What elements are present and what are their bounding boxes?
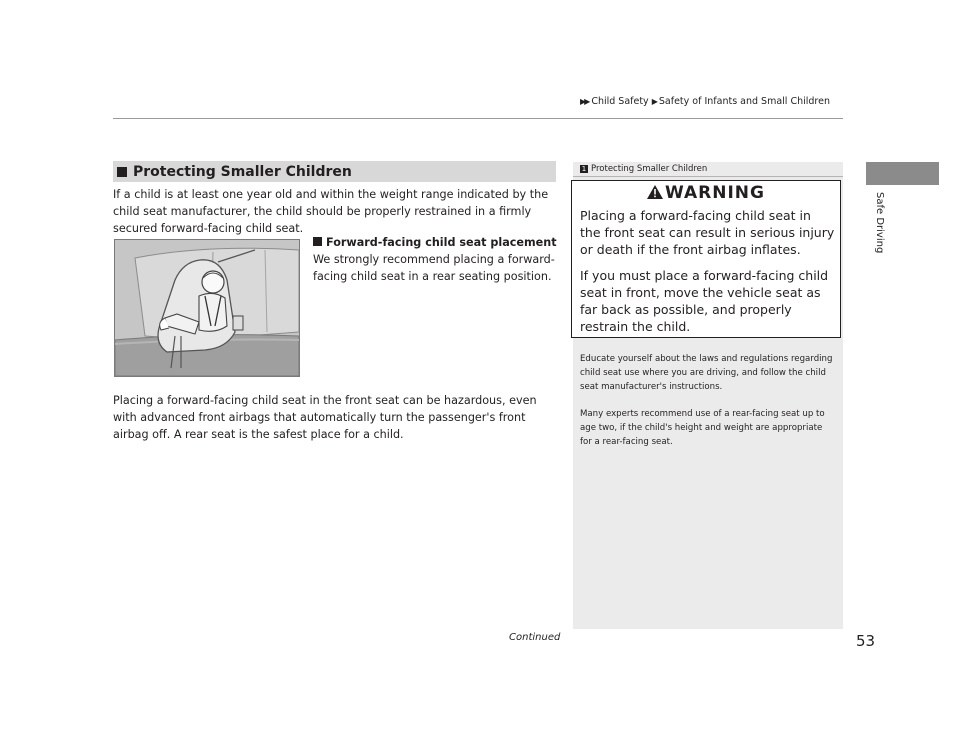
subheading <box>313 236 557 249</box>
warning-title <box>571 183 841 204</box>
header-rule <box>113 118 843 119</box>
child-seat-illustration <box>114 239 300 377</box>
chapter-tab-label: Safe Driving <box>874 192 885 254</box>
double-arrow-icon: ▶▶ <box>580 97 589 106</box>
placement-paragraph: We strongly recommend placing a forward-facing child seat in a rear seating position. <box>313 253 555 283</box>
subheading-text: Forward-facing child seat placement <box>326 236 557 249</box>
chapter-tab <box>866 162 939 185</box>
front-seat-paragraph: Placing a forward-facing child seat in the front seat can be hazardous, even with advanced front airbags that automatically turn the passenger's front airbag off. A rear seat is the safest place for a child. <box>113 394 537 441</box>
continued-label: Continued <box>509 632 561 643</box>
arrow-icon: ▶ <box>651 97 656 106</box>
breadcrumb <box>580 96 830 107</box>
note-heading <box>580 164 707 174</box>
warning-title-text: WARNING <box>665 183 765 203</box>
section-title: Protecting Smaller Children <box>133 163 352 180</box>
note-paragraph-2: Many experts recommend use of a rear-facing seat up to age two, if the child's height and weight are appropriate for a rear-facing seat. <box>580 409 825 447</box>
note-number-icon: 1 <box>581 165 587 173</box>
warning-triangle-icon <box>647 184 663 204</box>
section-heading <box>113 161 556 182</box>
breadcrumb-item-safety-of-infants[interactable]: Safety of Infants and Small Children <box>658 96 830 107</box>
warning-text-2: If you must place a forward-facing child seat in front, move the vehicle seat as far back as possible, and properly restrain the child. <box>580 268 829 334</box>
note-paragraph-1: Educate yourself about the laws and regulations regarding child seat use where you are driving, and follow the child seat manufacturer's instructions. <box>580 354 833 392</box>
breadcrumb-item-child-safety[interactable]: Child Safety <box>591 96 649 107</box>
warning-text-1: Placing a forward-facing child seat in the front seat can result in serious injury or death if the front airbag inflates. <box>580 208 835 257</box>
intro-paragraph: If a child is at least one year old and within the weight range indicated by the child seat manufacturer, the child should be properly restrained in a firmly secured forward-facing child seat. <box>113 188 549 235</box>
note-rule <box>573 176 843 177</box>
page-number: 53 <box>856 632 876 650</box>
note-heading-text: Protecting Smaller Children <box>591 164 708 174</box>
square-bullet-icon <box>117 167 127 177</box>
square-bullet-icon <box>313 237 322 246</box>
